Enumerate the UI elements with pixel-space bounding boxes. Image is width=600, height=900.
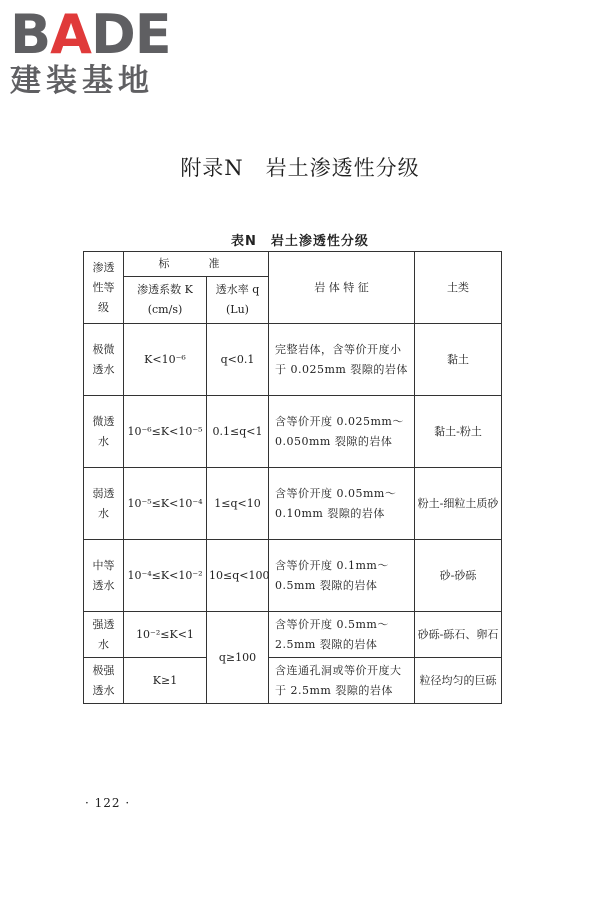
table-row	[84, 540, 502, 612]
cell-soil: 粒径均匀的巨砾	[415, 658, 502, 704]
cell-grade: 弱透水	[84, 468, 124, 540]
bade-logo	[10, 3, 180, 99]
header-standard: 标 准	[124, 252, 269, 277]
table-row	[84, 612, 502, 658]
header-soil: 土类	[415, 252, 502, 324]
cell-grade: 中等透水	[84, 540, 124, 612]
permeability-table	[83, 251, 502, 704]
cell-soil: 粉土-细粒土质砂	[415, 468, 502, 540]
cell-rock: 含连通孔洞或等价开度大于 2.5mm 裂隙的岩体	[269, 658, 415, 704]
cell-q: 0.1≤q<1	[207, 396, 269, 468]
cell-q: q<0.1	[207, 324, 269, 396]
cell-k: K≥1	[124, 658, 207, 704]
logo-subtitle: 建装基地	[10, 63, 154, 99]
header-q: 透水率 q (Lu)	[207, 277, 269, 324]
cell-q-merged: q≥100	[207, 612, 269, 704]
cell-grade: 极强透水	[84, 658, 124, 704]
cell-soil: 黏土-粉土	[415, 396, 502, 468]
logo-wordmark: BADE	[10, 3, 171, 66]
table-row	[84, 324, 502, 396]
cell-rock: 含等价开度 0.1mm～0.5mm 裂隙的岩体	[269, 540, 415, 612]
cell-soil: 砂-砂砾	[415, 540, 502, 612]
cell-grade: 强透水	[84, 612, 124, 658]
cell-rock: 含等价开度 0.05mm～0.10mm 裂隙的岩体	[269, 468, 415, 540]
cell-q: 10≤q<100	[207, 540, 269, 612]
cell-k: 10⁻⁵≤K<10⁻⁴	[124, 468, 207, 540]
page-number: · 122 ·	[85, 796, 131, 810]
table-row	[84, 658, 502, 704]
cell-soil: 黏土	[415, 324, 502, 396]
cell-grade: 极微透水	[84, 324, 124, 396]
cell-k: K<10⁻⁶	[124, 324, 207, 396]
cell-q: 1≤q<10	[207, 468, 269, 540]
cell-rock: 含等价开度 0.025mm～0.050mm 裂隙的岩体	[269, 396, 415, 468]
cell-k: 10⁻⁶≤K<10⁻⁵	[124, 396, 207, 468]
cell-rock: 完整岩体，含等价开度小于 0.025mm 裂隙的岩体	[269, 324, 415, 396]
cell-grade: 微透水	[84, 396, 124, 468]
cell-k: 10⁻²≤K<1	[124, 612, 207, 658]
table-header-row	[84, 252, 502, 277]
table-caption: 表N 岩土渗透性分级	[231, 234, 369, 249]
page-title: 附录N 岩土渗透性分级	[180, 156, 420, 180]
header-rock: 岩 体 特 征	[269, 252, 415, 324]
header-grade: 渗透性等级	[84, 252, 124, 324]
cell-k: 10⁻⁴≤K<10⁻²	[124, 540, 207, 612]
header-k: 渗透系数 K (cm/s)	[124, 277, 207, 324]
cell-soil: 砂砾-砾石、卵石	[415, 612, 502, 658]
table-row	[84, 396, 502, 468]
cell-rock: 含等价开度 0.5mm～2.5mm 裂隙的岩体	[269, 612, 415, 658]
table-row	[84, 468, 502, 540]
